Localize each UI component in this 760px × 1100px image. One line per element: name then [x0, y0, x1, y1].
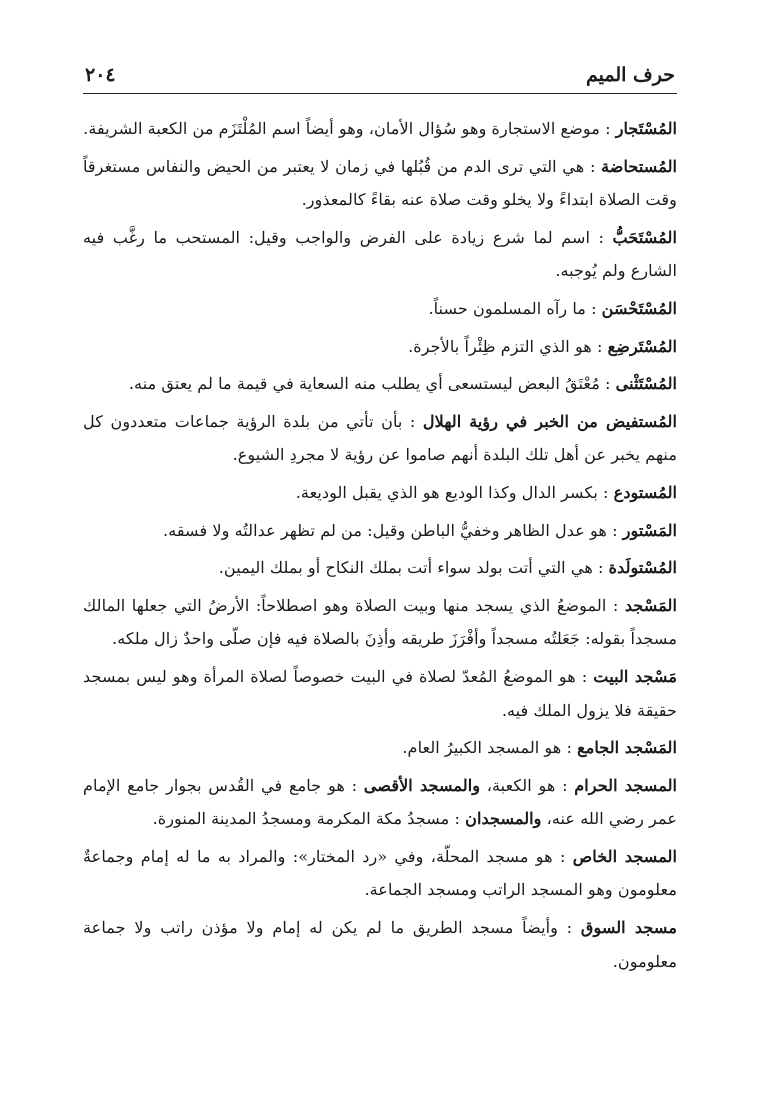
entry-term: مسجد السوق	[580, 918, 677, 938]
entries-list	[83, 112, 677, 982]
entry	[83, 367, 677, 401]
entry-term: المُسْتولَدة	[608, 558, 677, 578]
entry-term: المُسْتَثْنى	[615, 374, 677, 394]
entry-definition: : الموضعُ الذي يسجد منها وبيت الصلاة وهو اصطلاحاً: الأرضُ التي جعلها المالك مسجداً بقوله: جَعَلتُه مسجداً وأفْرَزَ طريقه وأذِنَ بالصلاة فيه فإن صلّى واحدٌ زال ملكه.	[83, 595, 677, 649]
entry-term: المسجد الخاص	[572, 846, 677, 866]
entry-term: المَسْجد الجامع	[577, 738, 677, 758]
entry-definition: : اسم لما شرع زيادة على الفرض والواجب وقيل: المستحب ما رغَّب فيه الشارع ولم يُوجبه.	[83, 227, 677, 281]
page-number: ٢٠٤	[85, 64, 116, 86]
entry-term: المَسْجد	[624, 595, 677, 615]
header-rule	[83, 93, 677, 94]
entry-term: المُستفيض من الخبر في رؤية الهلال	[422, 411, 677, 431]
entry-term: والمسجدان	[465, 809, 542, 829]
chapter-title: حرف الميم	[586, 64, 675, 86]
entry-definition: : هي التي أتت بولد سواء أتت بملك النكاح أو بملك اليمين.	[218, 558, 609, 578]
entry-term: المَسْتور	[622, 520, 677, 540]
entry-term: المُسْتَحَبُّ	[612, 227, 677, 247]
entry-definition: : مسجدُ مكة المكرمة ومسجدُ المدينة المنورة.	[152, 809, 466, 829]
entry-definition: : هو جامع في القُدس بجوار جامع الإمام عمر رضي الله عنه،	[83, 775, 677, 829]
entry-term: المسجد الحرام	[574, 775, 678, 795]
entry-term: مَسْجد البيت	[593, 666, 677, 686]
entry	[83, 551, 677, 585]
entry-term: المُسْتَحْسَن	[601, 298, 677, 318]
entry	[83, 476, 677, 510]
entry	[83, 769, 677, 836]
entry-term: المُستودع	[613, 482, 677, 502]
entry	[83, 150, 677, 217]
entry	[83, 112, 677, 146]
entry-definition: : هو الكعبة،	[480, 775, 575, 795]
entry-definition: : مُعْتَقُ البعض ليستسعى أي يطلب منه السعاية في قيمة ما لم يعتق منه.	[128, 374, 616, 394]
entry-definition: : وأيضاً مسجد الطريق ما لم يكن له إمام ولا مؤذن راتب ولا جماعة معلومون.	[83, 918, 677, 971]
entry	[83, 840, 677, 907]
entry	[83, 514, 677, 548]
entry	[83, 221, 677, 288]
entry-definition: : هو مسجد المحلّة، وفي «رد المختار»: والمراد به ما له إمام وجماعةٌ معلومون وهو المسجد الراتب ومسجد الجماعة.	[83, 846, 677, 900]
entry-term: والمسجد الأقصى	[363, 775, 481, 795]
entry-definition: : هو عدل الظاهر وخفيُّ الباطن وقيل: من لم تظهر عدالتُه ولا فسقه.	[163, 520, 623, 540]
entry-definition: : هي التي ترى الدم من قُبُلها في زمان لا يعتبر من الحيض والنفاس مستغرقاً وقت الصلاة ابتداءً ولا يخلو وقت صلاة عنه بقاءً كالمعذور.	[83, 156, 677, 210]
entry	[83, 660, 677, 727]
entry-definition: : هو المسجد الكبيرُ العام.	[402, 738, 578, 758]
entry-term: المُسْتَجار	[615, 119, 677, 138]
entry-definition: : ما رآه المسلمون حسناً.	[428, 298, 602, 318]
entry	[83, 911, 677, 978]
entry	[83, 405, 677, 472]
entry-definition: : هو الموضعُ المُعدّ لصلاة في البيت خصوصاً لصلاة المرأة وهو ليس بمسجد حقيقة فلا يزول الملك فيه.	[83, 666, 677, 720]
entry-term: المُستحاضة	[601, 156, 677, 176]
entry-definition: : بكسر الدال وكذا الوديع هو الذي يقبل الوديعة.	[295, 482, 614, 502]
entry	[83, 330, 677, 364]
entry-definition: : موضع الاستجارة وهو سُؤال الأمان، وهو أيضاً اسم المُلْتَزَم من الكعبة الشريفة.	[83, 119, 616, 138]
entry-term: المُسْتَرضِع	[607, 336, 677, 356]
entry-definition: : هو الذي التزم ظِئْراً بالأجرة.	[408, 336, 608, 356]
entry-definition: : بأن تأتي من بلدة الرؤية جماعات متعددون كل منهم يخبر عن أهل تلك البلدة أنهم صاموا عن رؤية لا مجردِ الشيوع.	[83, 411, 677, 465]
entry	[83, 292, 677, 326]
entry	[83, 589, 677, 656]
page-header	[85, 62, 675, 90]
entry	[83, 731, 677, 765]
